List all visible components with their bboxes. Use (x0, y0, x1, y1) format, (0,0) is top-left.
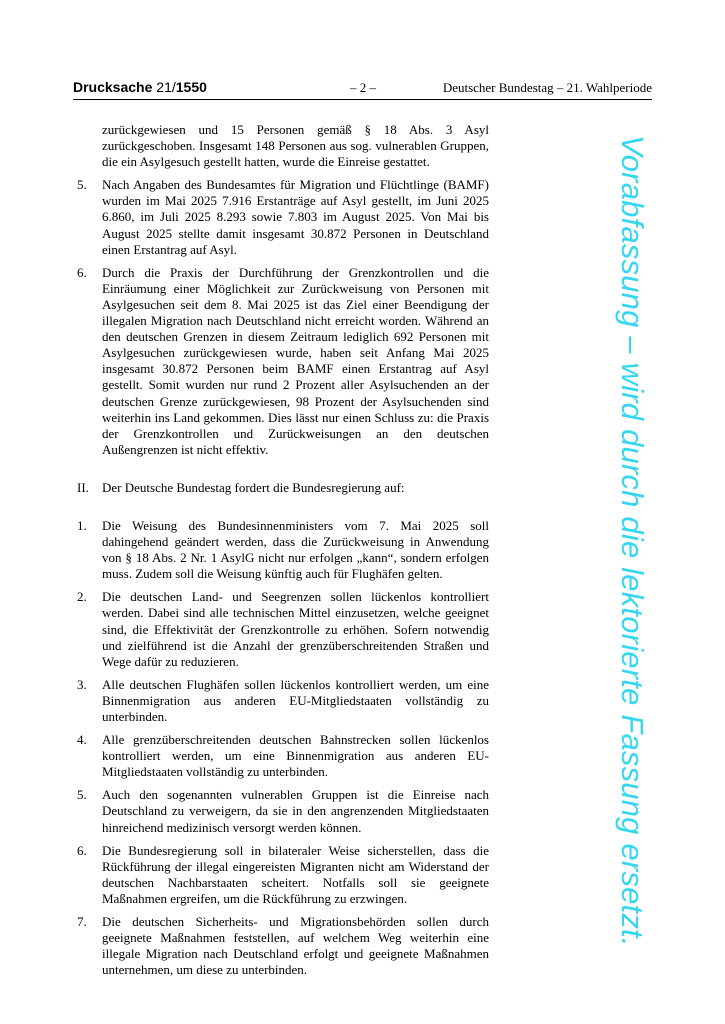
document-body (77, 122, 489, 978)
list-item (77, 518, 489, 582)
item-text: Die Weisung des Bundesinnenministers vom 7. Mai 2025 soll dahingehend geändert werden, dass die Zurückweisung in Anwendung von § 18 Abs. 2 Nr. 1 AsylG nicht nur erfolgen „kann“, sondern erfolgen muss. Zudem soll die Weisung künftig auch für Flughäfen gelten. (102, 517, 489, 582)
item-number: 3. (77, 676, 87, 692)
item-text: Auch den sogenannten vulnerablen Gruppen ist die Einreise nach Deutschland zu verweigern, da sie in den angrenzenden Mitgliedstaaten hinreichend medizinisch versorgt werden können. (102, 787, 489, 835)
list-item (77, 843, 489, 907)
institution-label: Deutscher Bundestag – 21. Wahlperiode (442, 80, 652, 95)
intro-continuation: zurückgewiesen und 15 Personen gemäß § 18 Abs. 3 Asyl zurückgeschoben. Insgesamt 148 Personen aus sog. vulnerablen Gruppen, die ein Asylgesuch gestellt hatten, wurde die Einreise gestattet. (102, 122, 489, 170)
list-item (77, 265, 489, 458)
item-text: Alle grenzüberschreitenden deutschen Bahnstrecken sollen lückenlos kontrolliert werden, um eine Binnenmigration aus anderen EU-Mitgliedstaaten vollständig zu unterbinden. (102, 732, 489, 780)
page-number: – 2 – (350, 80, 376, 95)
list-item (77, 732, 489, 780)
item-number: 6. (77, 264, 87, 280)
document-number: Drucksache 21/1550 (73, 79, 207, 95)
item-text: Die Bundesregierung soll in bilateraler Weise sicherstellen, dass die Rückführung der illegal eingereisten Migranten nicht am Widerstand der deutschen Nachbarstaaten scheitert. Notfalls soll sie geeignete Maßnahmen ergreifen, um die Rückführung zu erzwingen. (102, 842, 489, 906)
item-number: 5. (77, 177, 87, 193)
item-number: 5. (77, 787, 87, 803)
item-text: Die deutschen Land- und Seegrenzen sollen lückenlos kontrolliert werden. Dabei sind alle technischen Mittel einzusetzen, welche geeignet sind, die Effektivität der Grenzkontrolle zu erhöhen. Sofern notwendig und zielführend ist die Anzahl der grenzüberschreitenden Straßen und Wege dafür zu reduzieren. (102, 589, 489, 669)
item-number: 2. (77, 589, 87, 605)
list-item (77, 177, 489, 257)
item-text: Durch die Praxis der Durchführung der Grenzkontrollen und die Einräumung einer Möglichkeit zur Zurückweisung von Personen mit Asylgesuchen seit dem 8. Mai 2025 ist das Ziel einer Beendigung der illegalen Migration nach Deutschland nicht erreicht worden. Während an den deutschen Grenzen in diesem Zeitraum lediglich 692 Personen mit Asylgesuchen zurückgewiesen wurde, haben seit Anfang Mai 2025 insgesamt 30.872 Personen beim BAMF einen Erstantrag auf Asyl gestellt. Somit wurden nur rund 2 Prozent aller Asylsuchenden an der deutschen Grenze zurückgewiesen, 98 Prozent der Asylsuchenden sind weiterhin ins Land gekommen. Dies lässt nur einen Schluss zu: die Praxis der Grenzkontrollen und Zurückweisungen an den deutschen Außengrenzen ist nicht effektiv. (102, 264, 489, 457)
section-number: II. (77, 479, 89, 495)
list-item (77, 914, 489, 978)
item-number: 4. (77, 732, 87, 748)
draft-watermark: Vorabfassung – wird durch die lektorierte Fassung ersetzt. (615, 135, 650, 947)
item-text: Alle deutschen Flughäfen sollen lückenlos kontrolliert werden, um eine Binnenmigration aus anderen EU-Mitgliedstaaten vollständig zu unterbinden. (102, 676, 489, 724)
section-heading (77, 480, 489, 496)
list-item (77, 589, 489, 669)
list-item (77, 677, 489, 725)
list-item (77, 787, 489, 835)
page-header (73, 79, 652, 100)
item-number: 7. (77, 914, 87, 930)
item-text: Die deutschen Sicherheits- und Migrationsbehörden sollen durch geeignete Maßnahmen feststellen, auf welchem Weg weiterhin eine illegale Migration nach Deutschland erfolgt und geeignete Maßnahmen unternehmen, um diese zu unterbinden. (102, 914, 489, 978)
section-heading-text: Der Deutsche Bundestag fordert die Bundesregierung auf: (102, 479, 405, 495)
item-number: 6. (77, 842, 87, 858)
item-text: Nach Angaben des Bundesamtes für Migration und Flüchtlinge (BAMF) wurden im Mai 2025 7.916 Erstanträge auf Asyl gestellt, im Juni 2025 6.860, im Juli 2025 8.293 sowie 7.803 im August 2025. Von Mai bis August 2025 stellte damit insgesamt 30.872 Personen in Deutschland einen Erstantrag auf Asyl. (102, 177, 489, 257)
item-number: 1. (77, 517, 87, 533)
